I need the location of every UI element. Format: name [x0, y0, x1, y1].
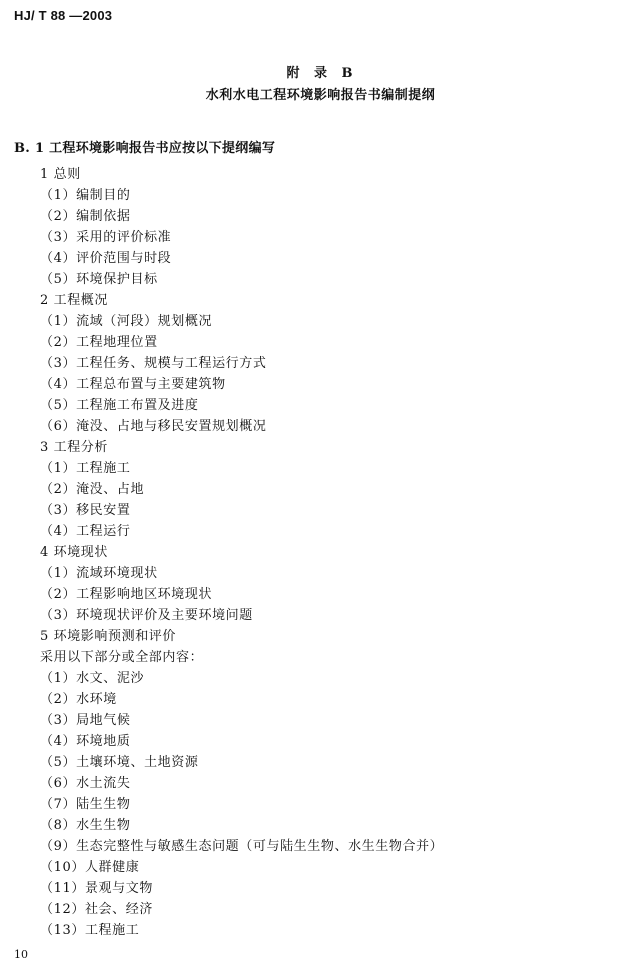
section-heading: B. 1 工程环境影响报告书应按以下提纲编写 — [14, 141, 276, 156]
outline-item: （1）流域（河段）规划概况 — [40, 314, 213, 329]
outline-item: （4）工程总布置与主要建筑物 — [40, 377, 226, 392]
appendix-label: 附 录 B — [286, 66, 355, 81]
outline-item: （1）水文、泥沙 — [40, 671, 145, 686]
outline-item: （1）编制目的 — [40, 188, 131, 203]
outline-item: （3）环境现状评价及主要环境问题 — [40, 608, 253, 623]
outline-item: （2）编制依据 — [40, 209, 131, 224]
outline-item: （3）移民安置 — [40, 503, 131, 518]
outline-item: （3）工程任务、规模与工程运行方式 — [40, 356, 267, 371]
outline-item: （4）评价范围与时段 — [40, 251, 172, 266]
outline-item: （3）采用的评价标准 — [40, 230, 172, 245]
outline-item: （12）社会、经济 — [40, 902, 153, 917]
outline-item: 采用以下部分或全部内容： — [40, 650, 204, 665]
outline-item: （10）人群健康 — [40, 860, 140, 875]
outline-item: （1）流域环境现状 — [40, 566, 158, 581]
outline-item: （2）水环境 — [40, 692, 117, 707]
outline-item: 4 环境现状 — [40, 545, 109, 560]
outline-item: 1 总则 — [40, 167, 81, 182]
outline-item: （5）土壤环境、土地资源 — [40, 755, 199, 770]
outline-item: （5）环境保护目标 — [40, 272, 158, 287]
outline-item: 2 工程概况 — [40, 293, 109, 308]
outline-item: （5）工程施工布置及进度 — [40, 398, 199, 413]
outline-item: （4）环境地质 — [40, 734, 131, 749]
outline-item: （6）水土流失 — [40, 776, 131, 791]
outline-item: （8）水生生物 — [40, 818, 131, 833]
outline-item: （11）景观与文物 — [40, 881, 153, 896]
appendix-title: 水利水电工程环境影响报告书编制提纲 — [205, 88, 436, 103]
outline-item: （13）工程施工 — [40, 923, 140, 938]
outline-item: （2）淹没、占地 — [40, 482, 145, 497]
outline-item: （9）生态完整性与敏感生态问题（可与陆生生物、水生生物合并） — [40, 839, 444, 854]
outline-list — [40, 164, 443, 941]
page-number: 10 — [14, 948, 28, 961]
outline-item: （2）工程影响地区环境现状 — [40, 587, 213, 602]
outline-item: （6）淹没、占地与移民安置规划概况 — [40, 419, 267, 434]
outline-item: 3 工程分析 — [40, 440, 109, 455]
outline-item: （4）工程运行 — [40, 524, 131, 539]
standard-code: HJ/ T 88 —2003 — [14, 8, 113, 23]
outline-item: （2）工程地理位置 — [40, 335, 158, 350]
outline-item: （1）工程施工 — [40, 461, 131, 476]
outline-item: （3）局地气候 — [40, 713, 131, 728]
outline-item: （7）陆生生物 — [40, 797, 131, 812]
outline-item: 5 环境影响预测和评价 — [40, 629, 177, 644]
